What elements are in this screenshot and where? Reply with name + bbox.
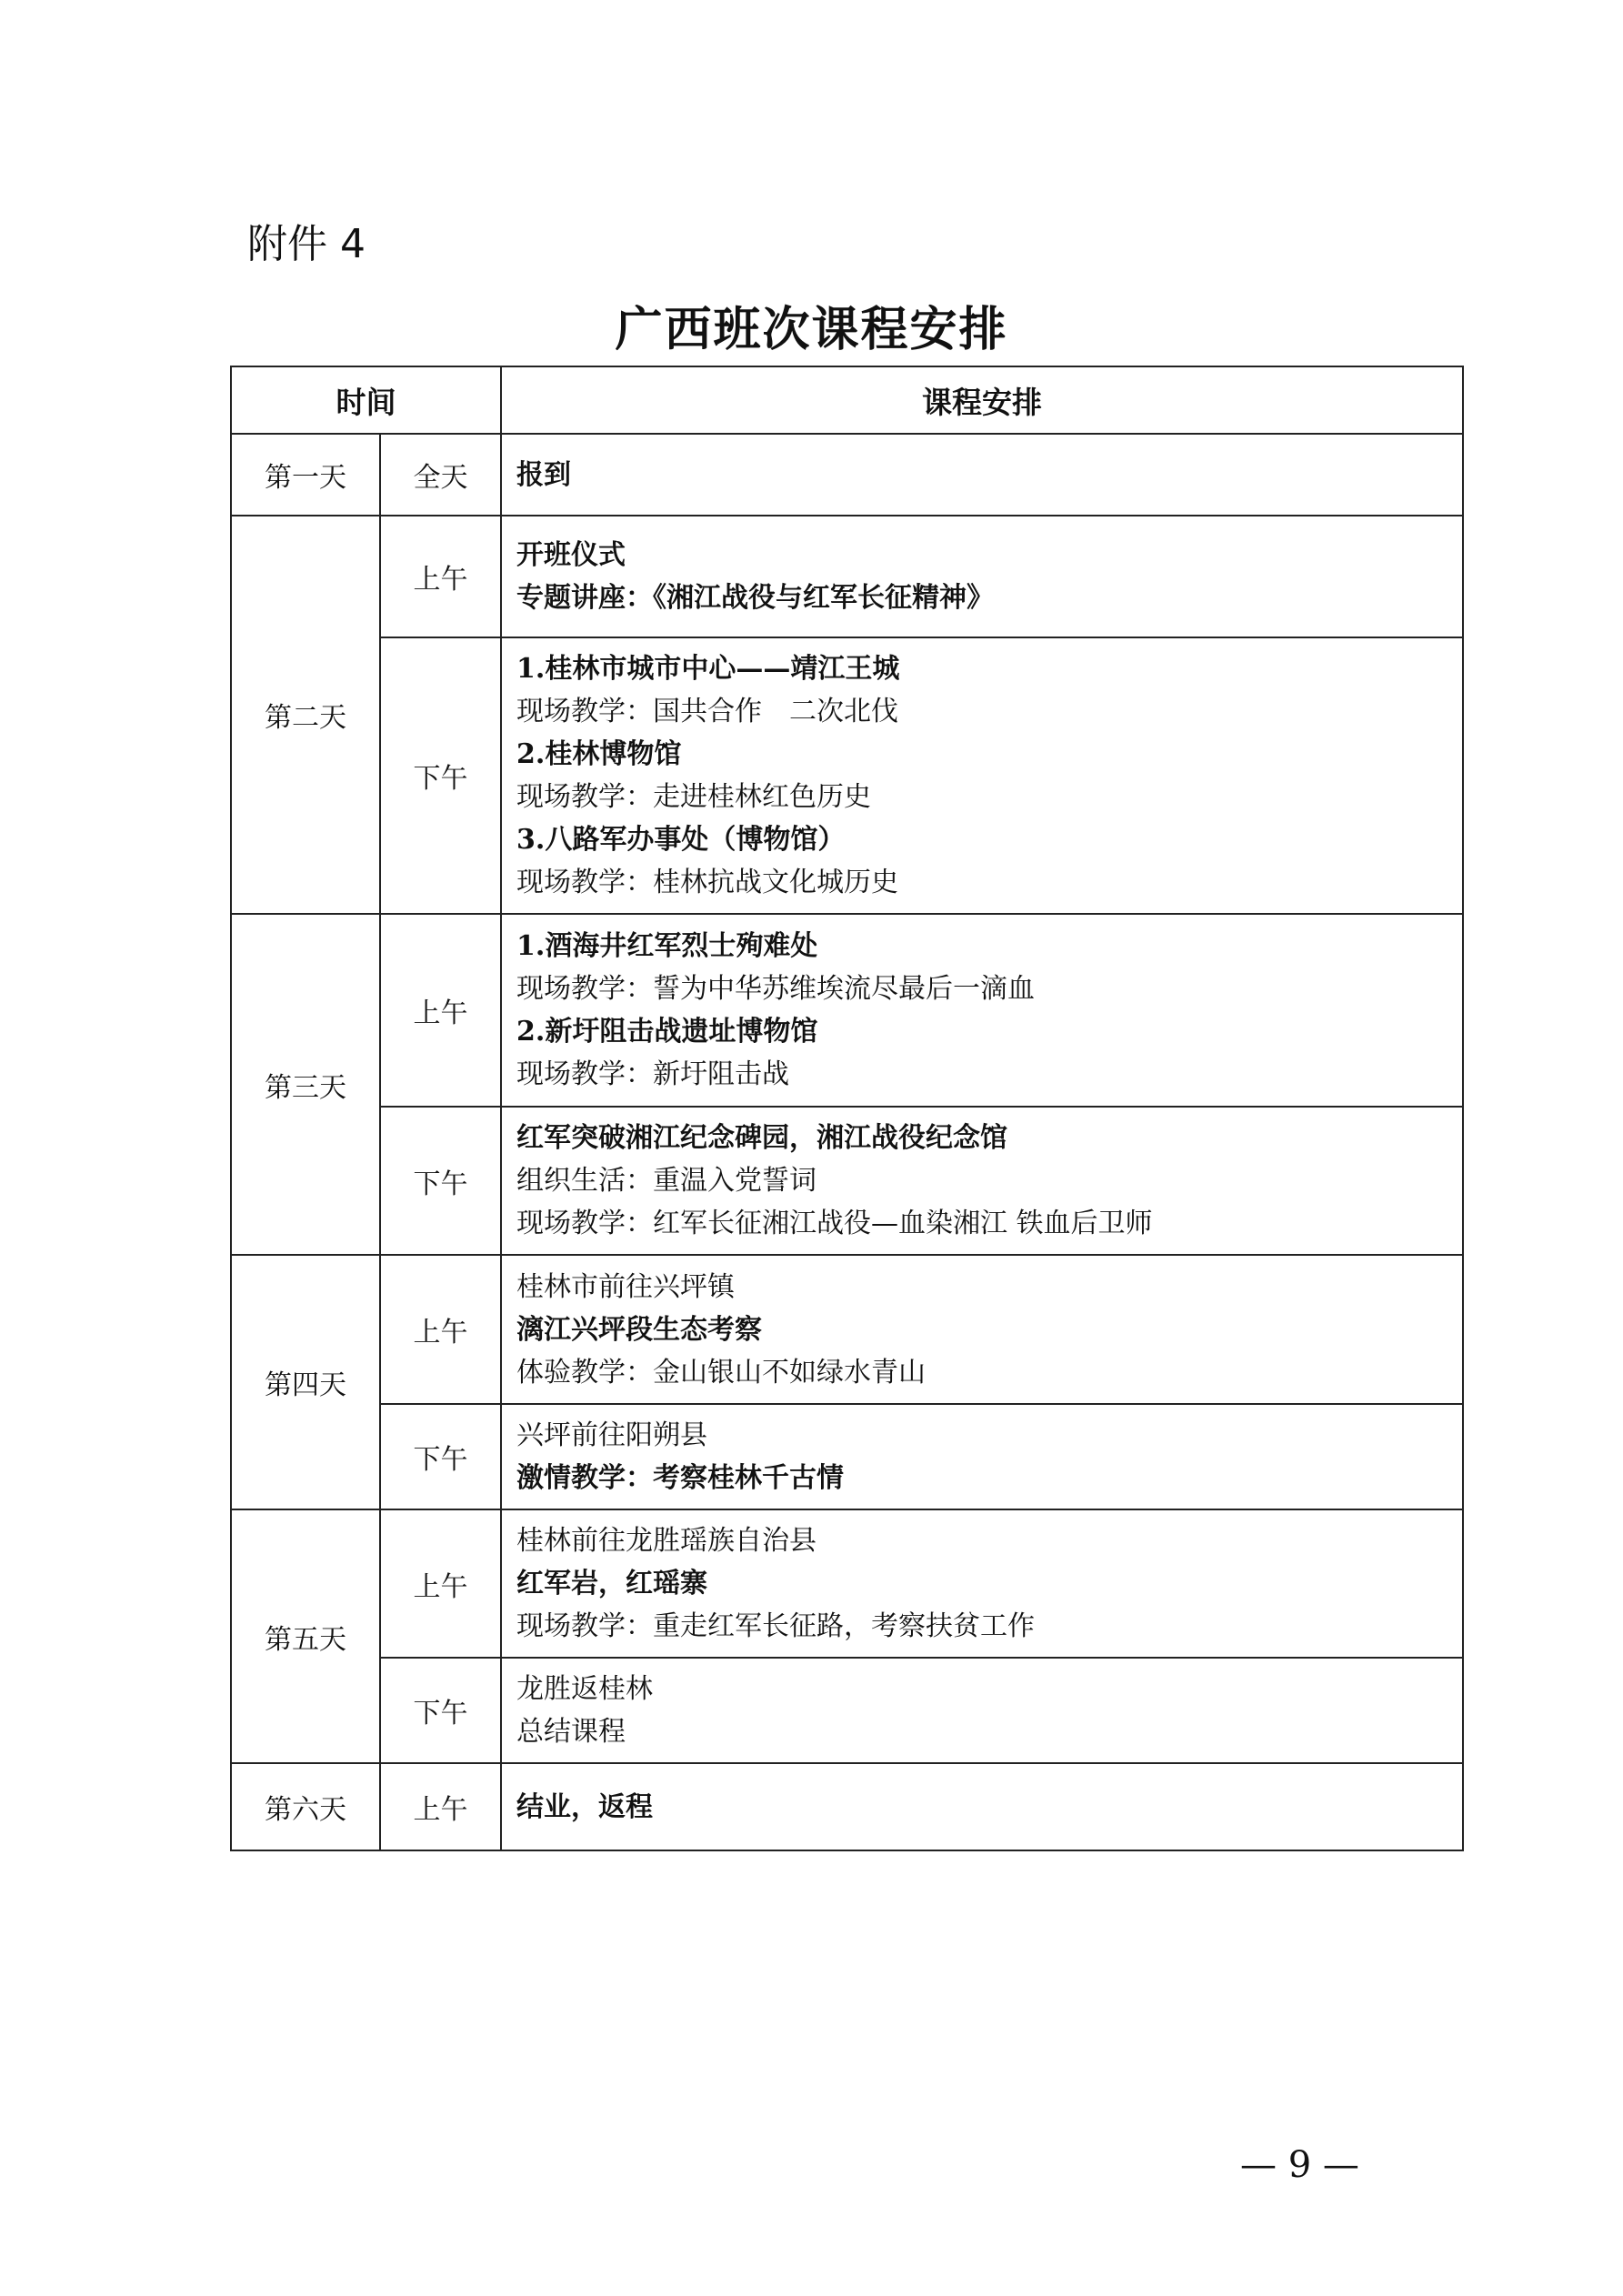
table-row: [231, 1107, 1463, 1255]
course-line: 1.酒海井红军烈士殉难处: [516, 930, 818, 962]
course-line: 现场教学：红军长征湘江战役—血染湘江 铁血后卫师: [516, 1208, 1153, 1239]
header-course: 课程安排: [501, 366, 1463, 434]
day-cell: 第六天: [231, 1763, 380, 1850]
course-line: 现场教学：走进桂林红色历史: [516, 781, 871, 813]
course-line: 2.桂林博物馆: [516, 738, 682, 770]
course-line: 现场教学：重走红军长征路，考察扶贫工作: [516, 1610, 1035, 1642]
course-line: 3.八路军办事处（博物馆）: [516, 824, 846, 856]
period-cell: 上午: [380, 1255, 501, 1404]
table-header-row: [231, 366, 1463, 434]
course-schedule-table: [230, 366, 1464, 1851]
course-line: 桂林前往龙胜瑶族自治县: [516, 1525, 817, 1557]
day-cell: 第二天: [231, 516, 380, 914]
table-row: [231, 1255, 1463, 1404]
course-line: 报到: [516, 458, 571, 491]
course-content-cell: [501, 1255, 1463, 1404]
course-content-cell: [501, 914, 1463, 1107]
table-row: [231, 434, 1463, 516]
course-content-cell: [501, 1509, 1463, 1658]
table-row: [231, 637, 1463, 914]
course-line: 现场教学：誓为中华苏维埃流尽最后一滴血: [516, 973, 1035, 1005]
period-cell: 全天: [380, 434, 501, 516]
course-line: 开班仪式: [516, 539, 626, 571]
course-line: 1.桂林市城市中心——靖江王城: [516, 653, 900, 685]
course-line: 红军突破湘江纪念碑园，湘江战役纪念馆: [516, 1122, 1007, 1154]
course-content-cell: [501, 1763, 1463, 1850]
course-line: 激情教学：考察桂林千古情: [516, 1462, 844, 1494]
course-line: 体验教学：金山银山不如绿水青山: [516, 1356, 926, 1389]
course-content-cell: [501, 1107, 1463, 1255]
header-time: 时间: [231, 366, 501, 434]
course-line: 红军岩，红瑶寨: [516, 1568, 707, 1599]
course-line: 现场教学：国共合作 二次北伐: [516, 696, 898, 727]
period-cell: 下午: [380, 637, 501, 914]
table-row: [231, 914, 1463, 1107]
day-cell: 第三天: [231, 914, 380, 1255]
period-cell: 下午: [380, 1107, 501, 1255]
table-row: [231, 1763, 1463, 1850]
day-cell: 第四天: [231, 1255, 380, 1509]
page-number: — 9 —: [1240, 2144, 1359, 2186]
period-cell: 上午: [380, 914, 501, 1107]
course-line: 总结课程: [516, 1716, 626, 1748]
course-line: 结业，返程: [516, 1790, 653, 1823]
document-title: 广西班次课程安排: [615, 302, 1008, 357]
attachment-label: 附件 4: [247, 221, 366, 267]
table-row: [231, 1509, 1463, 1658]
period-cell: 上午: [380, 516, 501, 637]
course-line: 桂林市前往兴坪镇: [516, 1270, 735, 1303]
course-line: 龙胜返桂林: [516, 1673, 653, 1705]
table-row: [231, 1404, 1463, 1509]
course-line: 现场教学：新圩阻击战: [516, 1058, 789, 1090]
period-cell: 下午: [380, 1404, 501, 1509]
course-line: 2.新圩阻击战遗址博物馆: [516, 1016, 818, 1048]
course-content-cell: [501, 1404, 1463, 1509]
table-row: [231, 1658, 1463, 1763]
course-line: 组织生活：重温入党誓词: [516, 1165, 817, 1197]
period-cell: 上午: [380, 1509, 501, 1658]
period-cell: 上午: [380, 1763, 501, 1850]
table-row: [231, 516, 1463, 637]
course-content-cell: [501, 637, 1463, 914]
course-line: 漓江兴坪段生态考察: [516, 1313, 762, 1346]
day-cell: 第五天: [231, 1509, 380, 1763]
course-content-cell: [501, 434, 1463, 516]
course-content-cell: [501, 516, 1463, 637]
day-cell: 第一天: [231, 434, 380, 516]
schedule-body: [231, 434, 1463, 1850]
course-line: 现场教学：桂林抗战文化城历史: [516, 867, 898, 898]
course-content-cell: [501, 1658, 1463, 1763]
course-line: 专题讲座：《湘江战役与红军长征精神》: [516, 582, 994, 614]
period-cell: 下午: [380, 1658, 501, 1763]
course-line: 兴坪前往阳朔县: [516, 1419, 707, 1451]
